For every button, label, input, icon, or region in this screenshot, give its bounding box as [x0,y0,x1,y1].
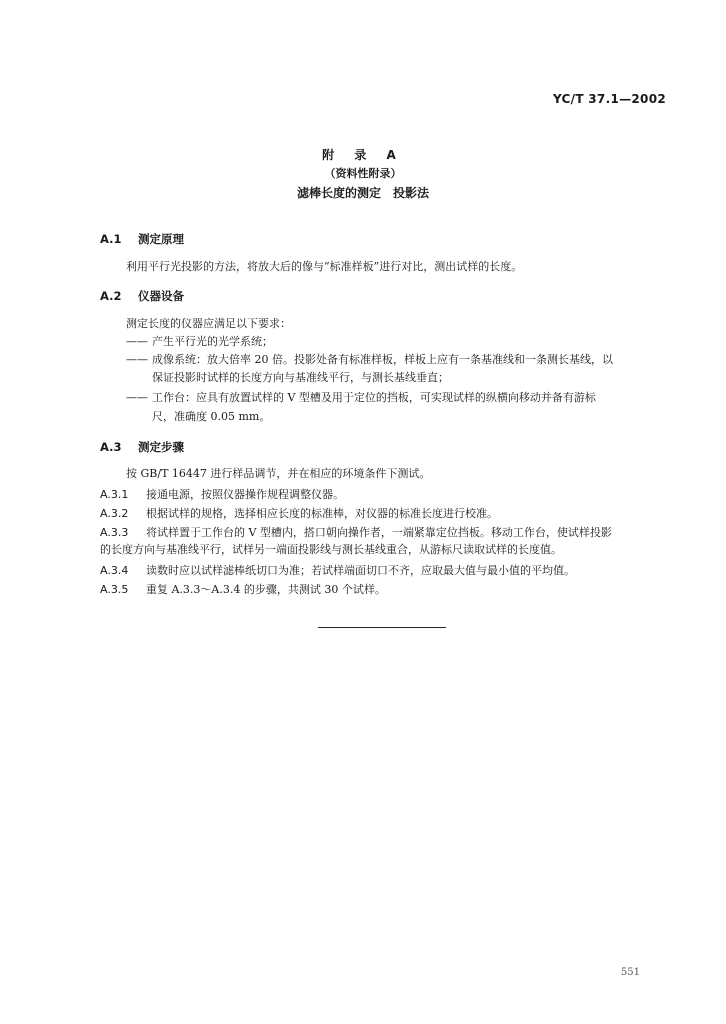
equipment-item-imaging-cont: 保证投影时试样的长度方向与基准线平行，与测长基线垂直； [152,371,449,384]
procedure-intro: 按 GB/T 16447 进行样品调节，并在相应的环境条件下测试。 [126,467,431,480]
step-number: A.3.2 [100,507,129,520]
equipment-item-worktable-cont: 尺，准确度 0.05 mm。 [152,410,271,423]
step-number: A.3.4 [100,564,129,577]
appendix-heading: 附 录 A [322,148,404,162]
section-title: 测定原理 [138,232,184,246]
equipment-item-optical [126,334,273,350]
section-title: 仪器设备 [138,289,184,303]
section-title: 测定步骤 [138,440,184,454]
appendix-subtitle: （资料性附录） [324,167,402,180]
list-item-text: 工作台：应具有放置试样的 V 型槽及用于定位的挡板，可实现试样的纵横向移动并备有游标 [152,391,596,404]
list-dash: —— [126,353,148,366]
section-heading-a2 [100,288,184,304]
section-number: A.1 [100,232,122,246]
section-heading-a3 [100,439,184,455]
step-number: A.3.5 [100,583,129,596]
procedure-step [100,524,612,540]
equipment-item-imaging [126,352,613,368]
procedure-step [100,581,386,597]
step-text: 重复 A.3.3～A.3.4 的步骤，共测试 30 个试样。 [146,583,386,596]
list-item-text: 成像系统：放大倍率 20 倍。投影处备有标准样板，样板上应有一条基准线和一条测长基线，以 [152,353,613,366]
procedure-step [100,486,344,502]
step-text: 将试样置于工作台的 V 型槽内，搭口朝向操作者，一端紧靠定位挡板。移动工作台，使试样投影 [146,526,612,539]
step-number: A.3.1 [100,488,129,501]
procedure-step [100,562,575,578]
equipment-item-worktable [126,390,596,406]
step-number: A.3.3 [100,526,129,539]
section-number: A.3 [100,440,122,454]
equipment-intro: 测定长度的仪器应满足以下要求： [126,317,291,330]
list-dash: —— [126,335,148,348]
list-dash: —— [126,391,148,404]
principle-paragraph: 利用平行光投影的方法，将放大后的像与“标准样板”进行对比，测出试样的长度。 [126,260,523,273]
end-rule [318,627,446,628]
step-text: 接通电源，按照仪器操作规程调整仪器。 [146,488,344,501]
step-text: 根据试样的规格，选择相应长度的标准棒，对仪器的标准长度进行校准。 [146,507,498,520]
standard-code: YC/T 37.1—2002 [552,92,666,106]
page-number: 551 [620,967,640,978]
section-number: A.2 [100,289,122,303]
section-heading-a1 [100,231,184,247]
procedure-step-cont: 的长度方向与基准线平行，试样另一端面投影线与测长基线重合，从游标尺读取试样的长度值。 [100,543,562,556]
list-item-text: 产生平行光的光学系统； [152,335,273,348]
step-text: 读数时应以试样滤棒纸切口为准；若试样端面切口不齐，应取最大值与最小值的平均值。 [146,564,575,577]
procedure-step [100,505,498,521]
appendix-title: 滤棒长度的测定 投影法 [296,186,429,200]
